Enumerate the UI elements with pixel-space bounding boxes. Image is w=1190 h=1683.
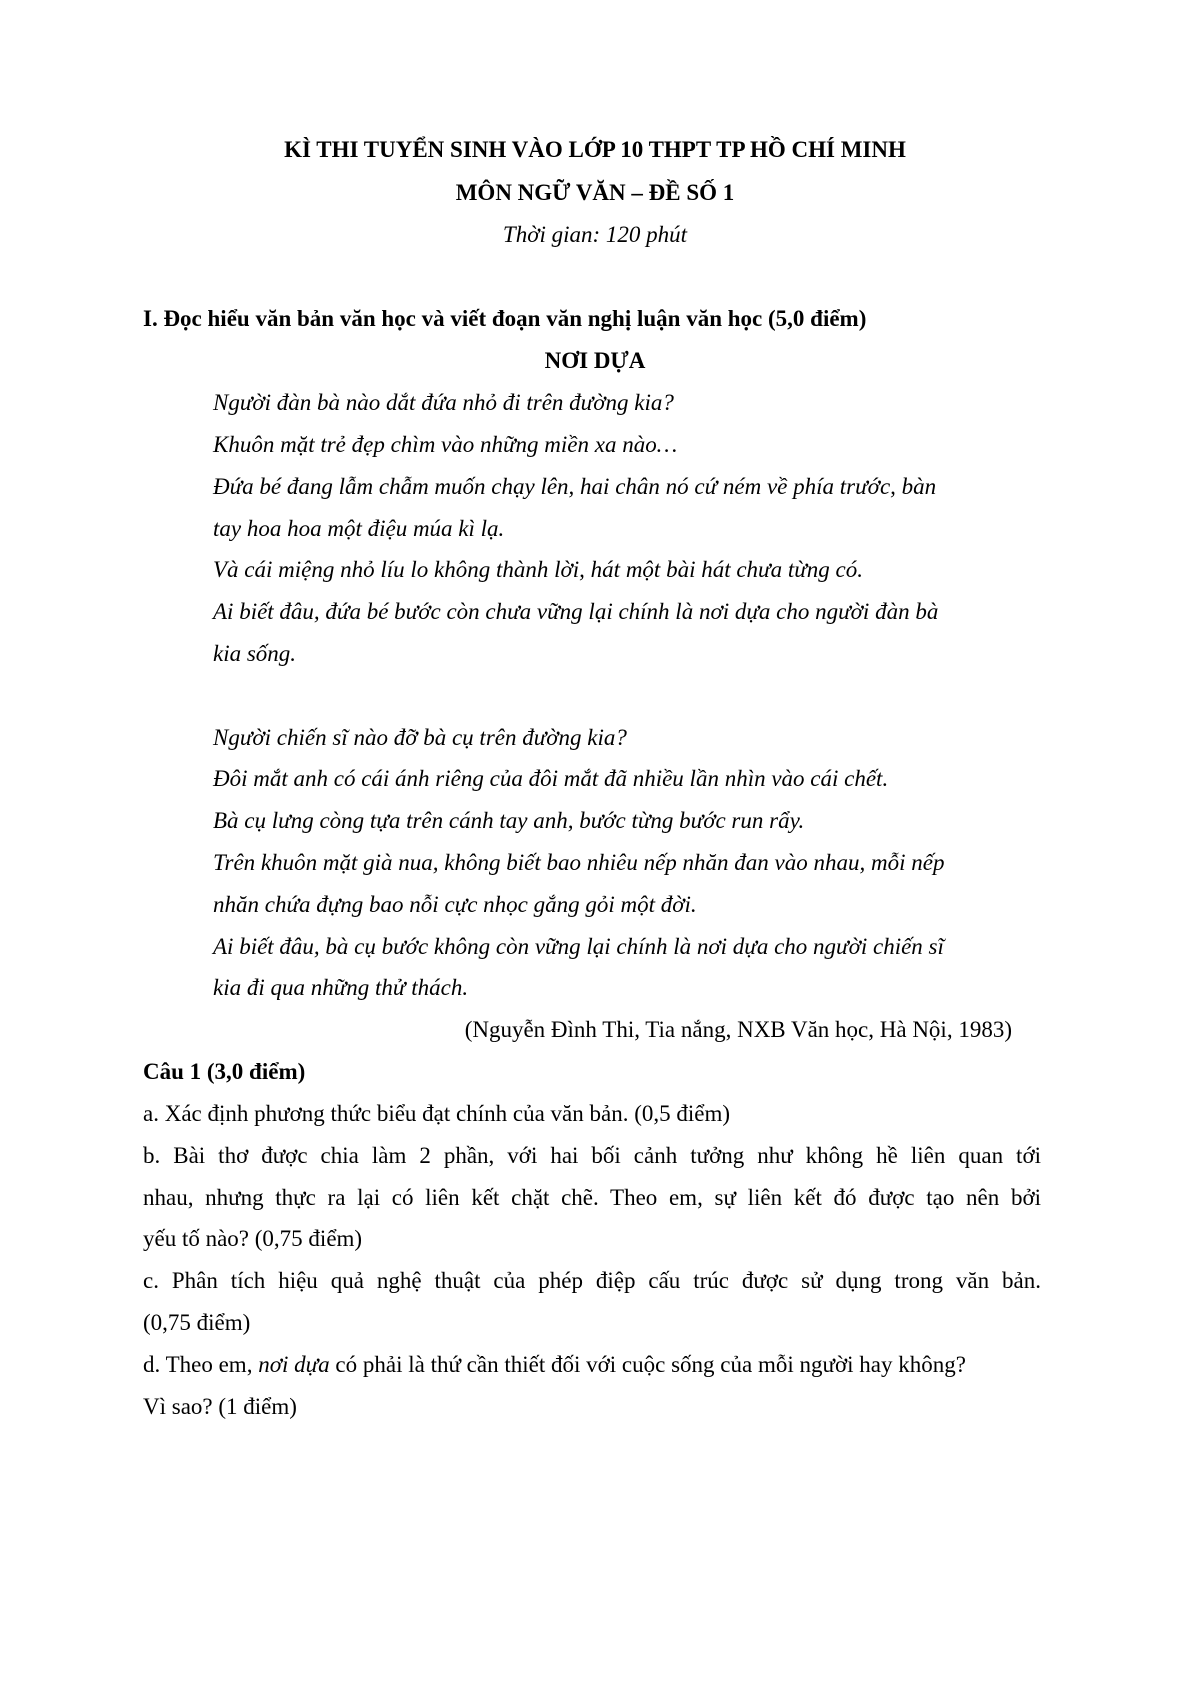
question-1c-line: c. Phân tích hiệu quả nghệ thuật của phép điệp cấu trúc được sử dụng trong văn bản. <box>143 1268 1041 1293</box>
exam-time: Thời gian: 120 phút <box>502 222 688 247</box>
question-1-heading: Câu 1 (3,0 điểm) <box>143 1059 306 1084</box>
question-1b-line: yếu tố nào? (0,75 điểm) <box>143 1226 363 1251</box>
poem-line: Trên khuôn mặt già nua, không biết bao nhiêu nếp nhăn đan vào nhau, mỗi nếp <box>213 850 945 875</box>
poem-line: nhăn chứa đựng bao nỗi cực nhọc gắng gỏi một đời. <box>213 892 697 917</box>
poem-source: (Nguyễn Đình Thi, Tia nắng, NXB Văn học, Hà Nội, 1983) <box>464 1017 1012 1042</box>
poem-line: Đôi mắt anh có cái ánh riêng của đôi mắt đã nhiều lần nhìn vào cái chết. <box>213 766 889 791</box>
poem-line: tay hoa hoa một điệu múa kì lạ. <box>213 516 505 541</box>
poem-line: Người đàn bà nào dắt đứa nhỏ đi trên đường kia? <box>213 390 674 415</box>
exam-subject: MÔN NGỮ VĂN – ĐỀ SỐ 1 <box>455 180 735 205</box>
question-1d-emphasis: nơi dựa <box>258 1352 330 1377</box>
poem-line: Ai biết đâu, đứa bé bước còn chưa vững lại chính là nơi dựa cho người đàn bà <box>213 599 939 624</box>
question-1d-line: Vì sao? (1 điểm) <box>143 1394 297 1419</box>
question-1d-line <box>143 1352 1041 1378</box>
question-1b-line: b. Bài thơ được chia làm 2 phần, với hai bối cảnh tưởng như không hề liên quan tới <box>143 1143 1041 1168</box>
poem-line: Khuôn mặt trẻ đẹp chìm vào những miền xa nào… <box>213 432 678 457</box>
question-1b-line: nhau, nhưng thực ra lại có liên kết chặt chẽ. Theo em, sự liên kết đó được tạo nên bởi <box>143 1185 1041 1210</box>
question-1d-suffix: có phải là thứ cần thiết đối với cuộc sống của mỗi người hay không? <box>329 1352 966 1377</box>
question-1d-prefix: d. Theo em, <box>143 1352 259 1377</box>
poem-title: NƠI DỰA <box>544 348 646 373</box>
poem-line: Đứa bé đang lẫm chẫm muốn chạy lên, hai chân nó cứ ném về phía trước, bàn <box>213 474 937 499</box>
exam-title: KÌ THI TUYỂN SINH VÀO LỚP 10 THPT TP HỒ CHÍ MINH <box>284 137 906 162</box>
question-1c-line: (0,75 điểm) <box>143 1310 251 1335</box>
poem-line: Ai biết đâu, bà cụ bước không còn vững lại chính là nơi dựa cho người chiến sĩ <box>213 934 944 959</box>
poem-line: kia sống. <box>213 641 297 666</box>
question-1a: a. Xác định phương thức biểu đạt chính của văn bản. (0,5 điểm) <box>143 1101 731 1126</box>
poem-line: Và cái miệng nhỏ líu lo không thành lời, hát một bài hát chưa từng có. <box>213 557 863 582</box>
section-heading: I. Đọc hiểu văn bản văn học và viết đoạn văn nghị luận văn học (5,0 điểm) <box>143 306 867 331</box>
poem-line: kia đi qua những thử thách. <box>213 975 469 1000</box>
poem-line: Bà cụ lưng còng tựa trên cánh tay anh, bước từng bước run rẩy. <box>213 808 805 833</box>
poem-line: Người chiến sĩ nào đỡ bà cụ trên đường kia? <box>213 725 627 750</box>
